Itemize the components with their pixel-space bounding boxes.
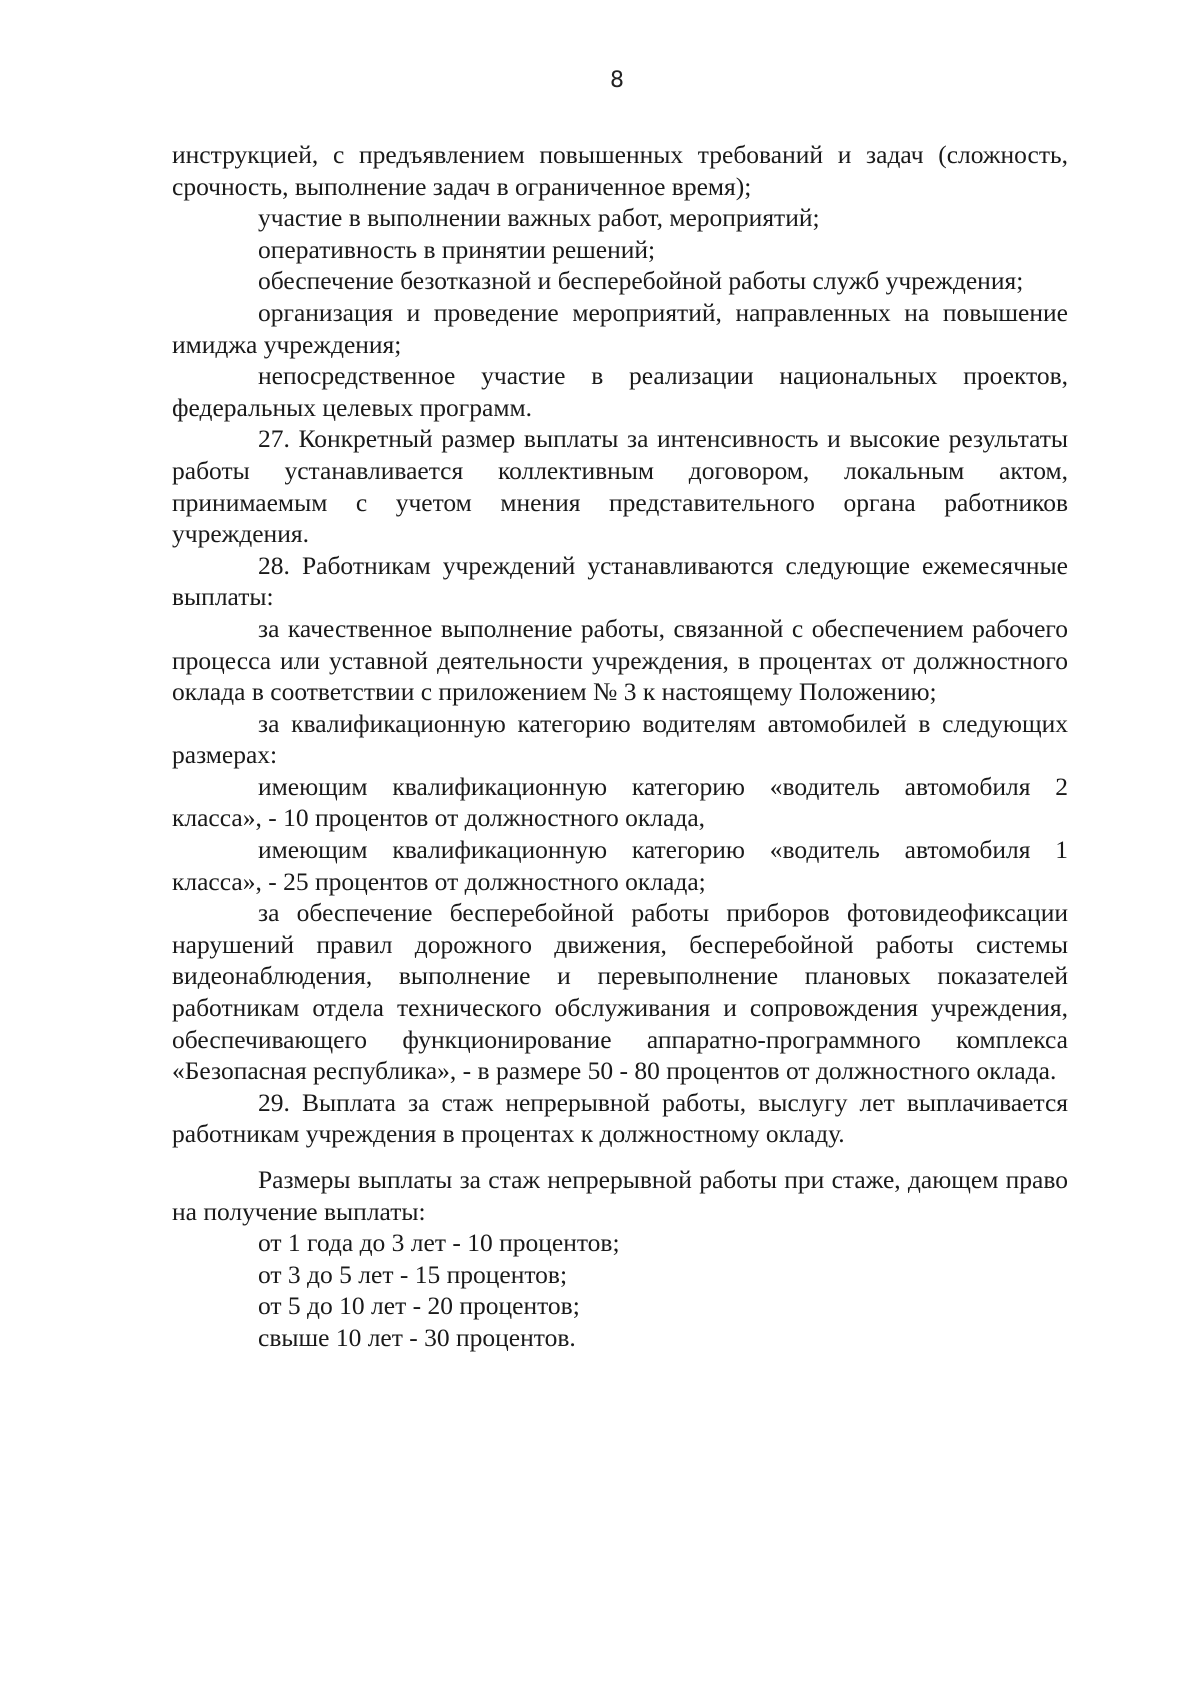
payment-qualification-category: за квалификационную категорию водителям автомобилей в следующих размерах:: [172, 708, 1068, 770]
paragraph-continuation: инструкцией, с предъявлением повышенных требований и задач (сложность, срочность, выполнение задач в ограниченное время);: [172, 140, 1068, 201]
seniority-intro: Размеры выплаты за стаж непрерывной работы при стаже, дающем право на получение выплаты:: [172, 1165, 1068, 1226]
payment-quality-work: за качественное выполнение работы, связанной с обеспечением рабочего процесса или уставной деятельности учреждения, в процентах от должностного оклада в соответствии с приложением № 3 к настоящему Положению;: [172, 613, 1068, 707]
list-item-participation: участие в выполнении важных работ, мероприятий;: [258, 203, 820, 233]
driver-class-2: имеющим квалификационную категорию «водитель автомобиля 2 класса», - 10 процентов от должностного оклада,: [172, 771, 1068, 833]
list-item-efficiency: оперативность в принятии решений;: [258, 234, 656, 264]
seniority-item: свыше 10 лет - 30 процентов.: [258, 1322, 576, 1352]
document-body: [172, 139, 1068, 1354]
seniority-item: от 1 года до 3 лет - 10 процентов;: [258, 1228, 620, 1258]
driver-class-1: имеющим квалификационную категорию «водитель автомобиля 1 класса», - 25 процентов от должностного оклада;: [172, 835, 1068, 896]
page-number: 8: [610, 68, 624, 93]
clause-29: 29. Выплата за стаж непрерывной работы, выслугу лет выплачивается работникам учреждения в процентах к должностному окладу.: [172, 1087, 1068, 1149]
seniority-item: от 5 до 10 лет - 20 процентов;: [258, 1291, 580, 1321]
seniority-item: от 3 до 5 лет - 15 процентов;: [258, 1259, 568, 1289]
list-item-national-projects: непосредственное участие в реализации национальных проектов, федеральных целевых программ.: [172, 361, 1068, 422]
clause-27: 27. Конкретный размер выплаты за интенсивность и высокие результаты работы устанавливается коллективным договором, локальным актом, принимаемым с учетом мнения представительного органа работников учреждения.: [172, 424, 1068, 549]
list-item-events: организация и проведение мероприятий, направленных на повышение имиджа учреждения;: [172, 297, 1068, 359]
list-item-reliability: обеспечение безотказной и бесперебойной работы служб учреждения;: [258, 266, 1024, 296]
payment-photo-video-fixation: за обеспечение бесперебойной работы приборов фотовидеофиксации нарушений правил дорожного движения, бесперебойной работы системы видеонаблюдения, выполнение и перевыполнение плановых показателей работникам отдела технического обслуживания и сопровождения учреждения, обеспечивающего функционирование аппаратно-программного комплекса «Безопасная республика», - в размере 50 - 80 процентов от должностного оклада.: [172, 898, 1068, 1086]
clause-28: 28. Работникам учреждений устанавливаются следующие ежемесячные выплаты:: [172, 550, 1068, 612]
